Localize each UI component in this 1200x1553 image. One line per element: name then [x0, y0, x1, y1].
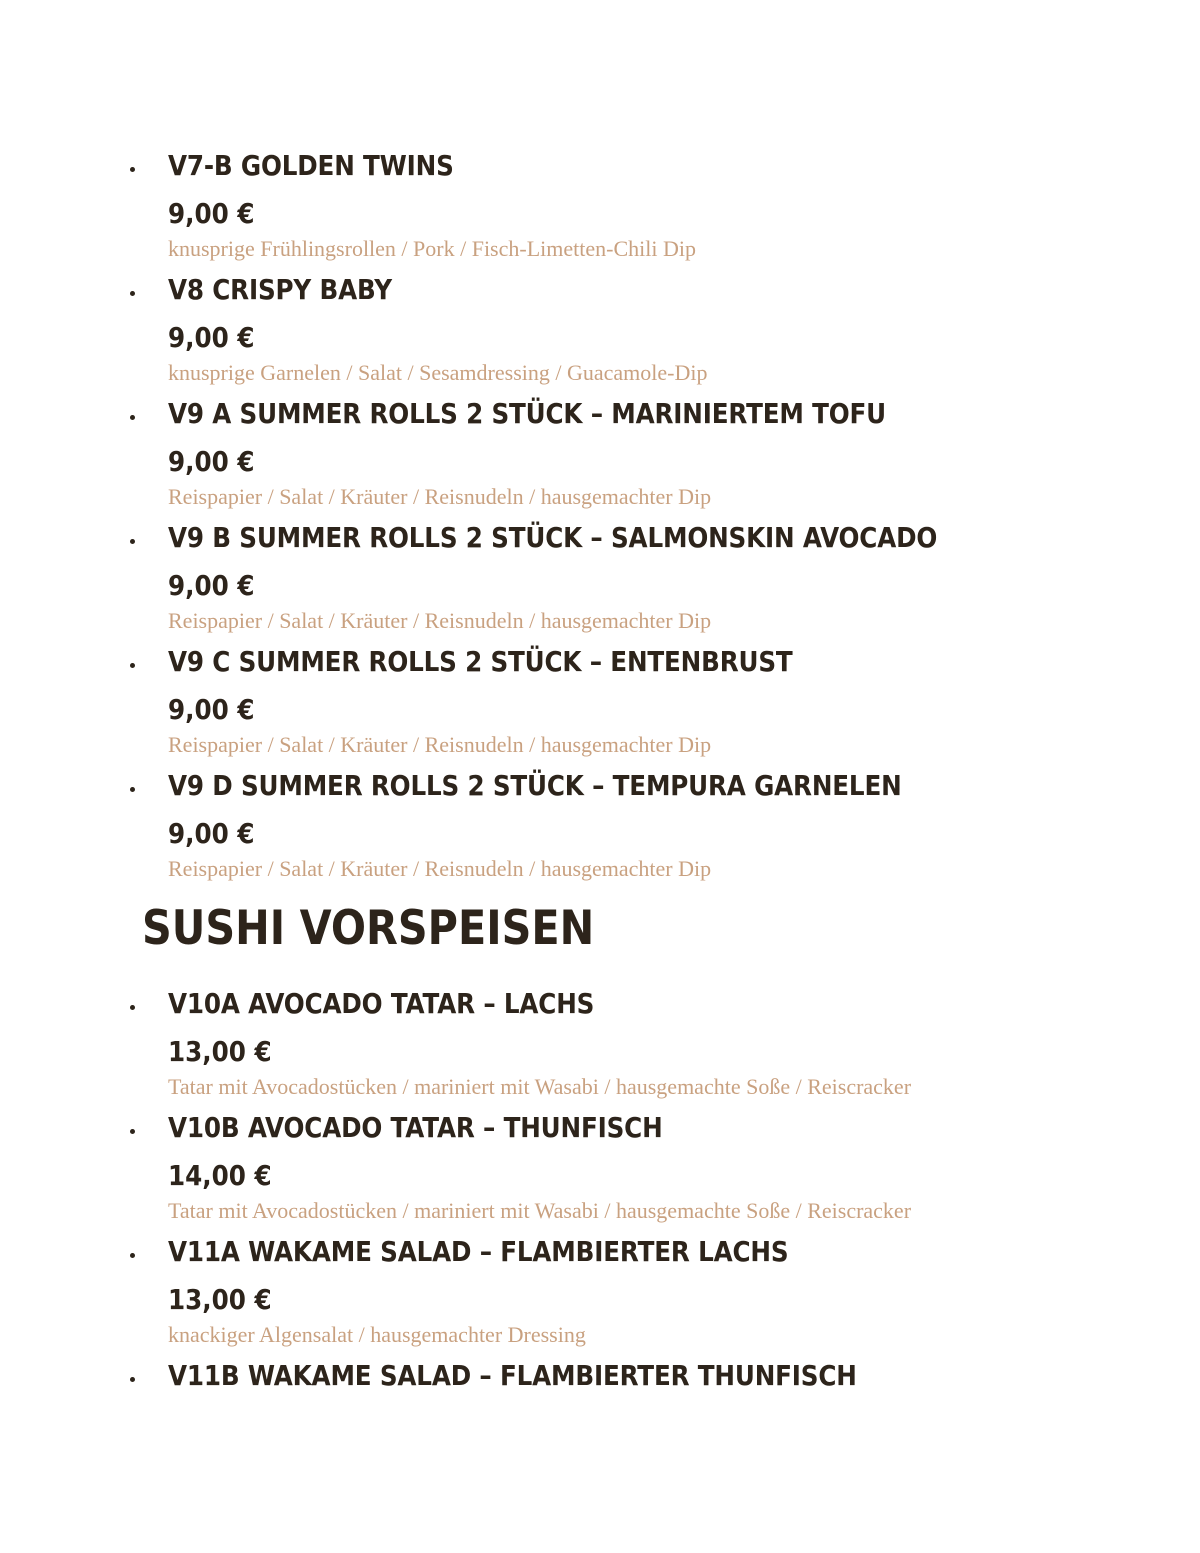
menu-item-price: 9,00 €	[168, 445, 255, 478]
bullet-icon	[130, 539, 135, 544]
menu-item	[168, 396, 1168, 520]
section-title: SUSHI VORSPEISEN	[142, 901, 595, 956]
menu-item-name: V10B AVOCADO TATAR – THUNFISCH	[168, 1111, 663, 1144]
menu-item	[168, 1110, 1168, 1234]
menu-item-description: Reispapier / Salat / Kräuter / Reisnudeln / hausgemachter Dip	[168, 732, 712, 757]
bullet-icon	[130, 1253, 135, 1258]
menu-item-price: 9,00 €	[168, 693, 255, 726]
menu-item-description: Reispapier / Salat / Kräuter / Reisnudeln / hausgemachter Dip	[168, 856, 712, 881]
menu-item	[168, 272, 1168, 396]
menu-item	[168, 520, 1168, 644]
menu-item-name: V11B WAKAME SALAD – FLAMBIERTER THUNFISCH	[168, 1359, 857, 1392]
menu-item-price: 9,00 €	[168, 817, 255, 850]
menu-item-price: 13,00 €	[168, 1035, 272, 1068]
menu-item-description: knusprige Garnelen / Salat / Sesamdressing / Guacamole-Dip	[168, 360, 708, 385]
menu-item-description: Reispapier / Salat / Kräuter / Reisnudeln / hausgemachter Dip	[168, 484, 712, 509]
menu-list-sushi	[168, 986, 1168, 1482]
menu-item-price: 9,00 €	[168, 197, 255, 230]
menu-item-name: V9 C SUMMER ROLLS 2 STÜCK – ENTENBRUST	[168, 645, 793, 678]
menu-item	[168, 768, 1168, 892]
bullet-icon	[130, 787, 135, 792]
bullet-icon	[130, 291, 135, 296]
menu-item-name: V9 D SUMMER ROLLS 2 STÜCK – TEMPURA GARNELEN	[168, 769, 902, 802]
menu-item-price: 14,00 €	[168, 1159, 272, 1192]
menu-item-price: 9,00 €	[168, 569, 255, 602]
bullet-icon	[130, 1377, 135, 1382]
menu-item-description: Tatar mit Avocadostücken / mariniert mit Wasabi / hausgemachte Soße / Reiscracker	[168, 1074, 912, 1099]
menu-item	[168, 148, 1168, 272]
menu-list-top	[168, 148, 1168, 892]
bullet-icon	[130, 663, 135, 668]
menu-item-name: V9 A SUMMER ROLLS 2 STÜCK – MARINIERTEM TOFU	[168, 397, 887, 430]
bullet-icon	[130, 1129, 135, 1134]
menu-item	[168, 986, 1168, 1110]
menu-item	[168, 1234, 1168, 1358]
menu-item-price: 9,00 €	[168, 321, 255, 354]
menu-item-name: V8 CRISPY BABY	[168, 273, 392, 306]
menu-item-name: V10A AVOCADO TATAR – LACHS	[168, 987, 595, 1020]
menu-item-name: V11A WAKAME SALAD – FLAMBIERTER LACHS	[168, 1235, 789, 1268]
bullet-icon	[130, 1005, 135, 1010]
menu-item-description: Reispapier / Salat / Kräuter / Reisnudeln / hausgemachter Dip	[168, 608, 712, 633]
bullet-icon	[130, 415, 135, 420]
menu-item-description: knusprige Frühlingsrollen / Pork / Fisch-Limetten-Chili Dip	[168, 236, 696, 261]
menu-item-description: Tatar mit Avocadostücken / mariniert mit Wasabi / hausgemachte Soße / Reiscracker	[168, 1198, 912, 1223]
menu-item	[168, 1358, 1168, 1482]
menu-item-name: V9 B SUMMER ROLLS 2 STÜCK – SALMONSKIN AVOCADO	[168, 521, 938, 554]
menu-item	[168, 644, 1168, 768]
menu-item-description: knackiger Algensalat / hausgemachter Dressing	[168, 1322, 586, 1347]
menu-item-name: V7-B GOLDEN TWINS	[168, 149, 454, 182]
bullet-icon	[130, 167, 135, 172]
menu-item-price: 13,00 €	[168, 1283, 272, 1316]
